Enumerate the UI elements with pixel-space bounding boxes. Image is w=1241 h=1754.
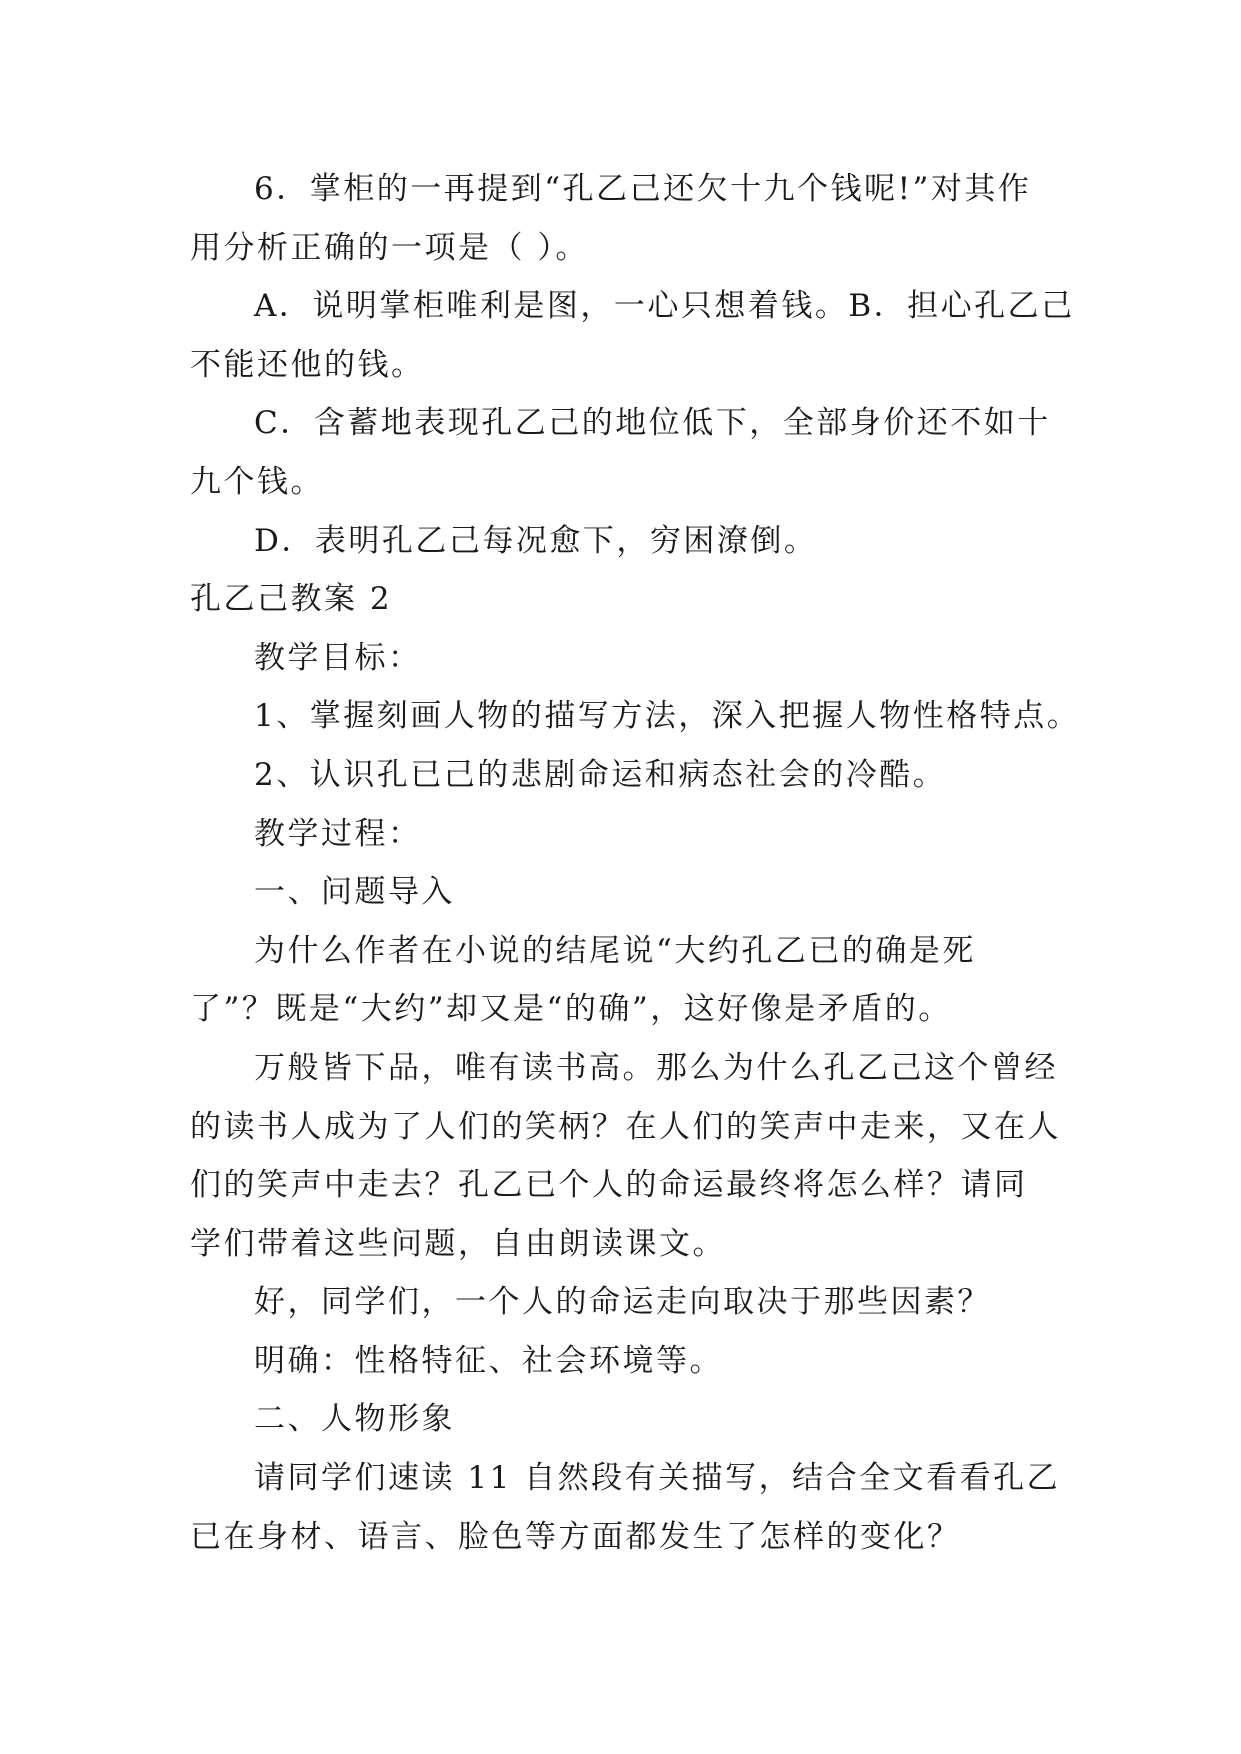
section-1-paragraph-1: 为什么作者在小说的结尾说“大约孔乙已的确是死 bbox=[254, 932, 976, 969]
goal-2: 2、认识孔已己的悲剧命运和病态社会的冷酷。 bbox=[254, 756, 947, 793]
section-2-heading: 二、人物形象 bbox=[254, 1401, 455, 1438]
section-1-paragraph-3: 好，同学们，一个人的命运走向取决于那些因素？ bbox=[254, 1284, 991, 1321]
option-b-continued: 不能还他的钱。 bbox=[190, 346, 425, 383]
question-6-stem-continued: 用分析正确的一项是（ ）。 bbox=[190, 229, 589, 266]
goals-heading: 教学目标： bbox=[254, 639, 422, 676]
goal-1: 1、掌握刻画人物的描写方法，深入把握人物性格特点。 bbox=[254, 698, 1081, 735]
option-c: C．含蓄地表现孔乙己的地位低下，全部身价还不如十 bbox=[254, 405, 1051, 442]
section-2-paragraph-1-continued: 已在身材、语言、脸色等方面都发生了怎样的变化？ bbox=[190, 1518, 961, 1555]
option-a-b: A．说明掌柜唯利是图，一心只想着钱。B．担心孔乙己 bbox=[254, 288, 1075, 325]
option-d: D．表明孔乙己每况愈下，穷困潦倒。 bbox=[254, 522, 818, 559]
section-1-paragraph-2-line-4: 学们带着这些问题，自由朗读课文。 bbox=[190, 1225, 726, 1262]
section-1-paragraph-1-continued: 了”？既是“大约”却又是“的确”，这好像是矛盾的。 bbox=[190, 991, 952, 1028]
lesson-plan-title: 孔乙己教案 2 bbox=[190, 581, 393, 618]
question-6-stem: 6．掌柜的一再提到“孔乙己还欠十九个钱呢!”对其作 bbox=[254, 171, 1032, 207]
section-1-paragraph-2-line-2: 的读书人成为了人们的笑柄？在人们的笑声中走来，又在人 bbox=[190, 1108, 1061, 1145]
section-1-paragraph-2: 万般皆下品，唯有读书高。那么为什么孔乙己这个曾经 bbox=[254, 1049, 1058, 1086]
option-c-continued: 九个钱。 bbox=[190, 463, 324, 500]
section-1-heading: 一、问题导入 bbox=[254, 874, 455, 911]
section-1-paragraph-2-line-3: 们的笑声中走去？孔乙已个人的命运最终将怎么样？请同 bbox=[190, 1167, 1028, 1204]
section-1-paragraph-4: 明确：性格特征、社会环境等。 bbox=[254, 1342, 723, 1379]
process-heading: 教学过程： bbox=[254, 815, 422, 852]
document-body bbox=[190, 160, 1081, 1566]
section-2-paragraph-1: 请同学们速读 11 自然段有关描写，结合全文看看孔乙 bbox=[254, 1460, 1061, 1497]
